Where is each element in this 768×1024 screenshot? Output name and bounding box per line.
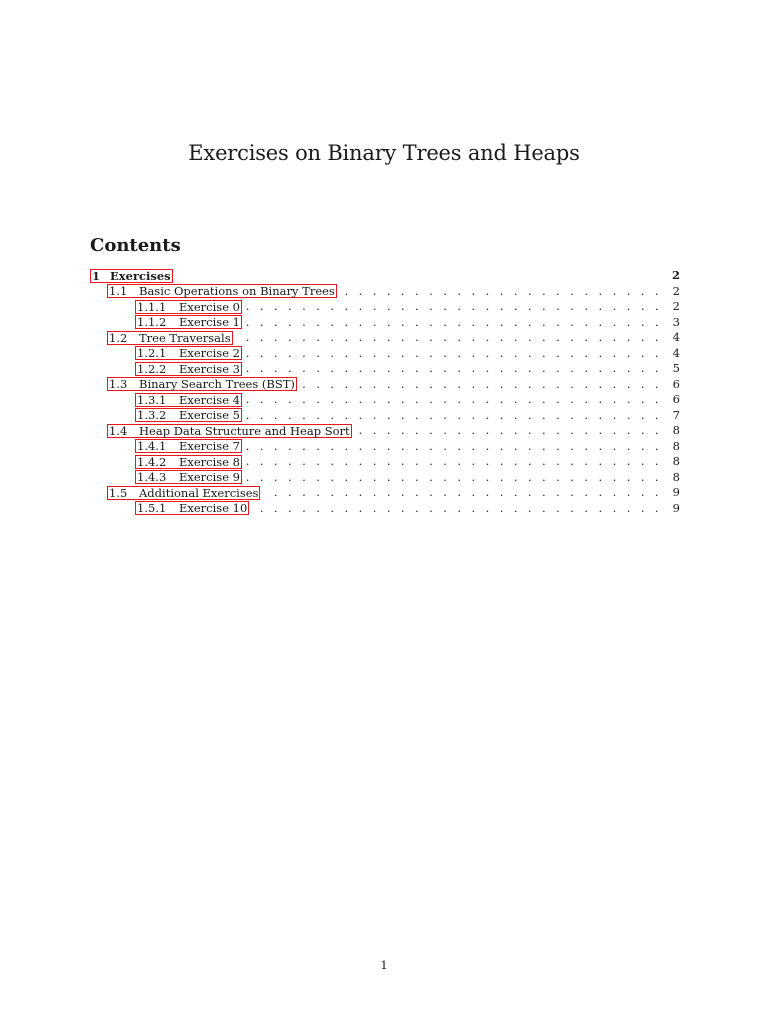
toc-link[interactable] xyxy=(135,408,242,422)
toc-entry-number: 1.2.1 xyxy=(137,346,167,361)
toc-entry-title: Exercises xyxy=(110,268,171,283)
contents-heading: Contents xyxy=(90,235,181,256)
toc-entry-number: 1.3 xyxy=(109,377,128,392)
table-of-contents xyxy=(90,268,680,516)
toc-entry-page: 7 xyxy=(672,407,680,422)
toc-entry-title: Exercise 0 xyxy=(179,299,240,314)
toc-entry-page: 8 xyxy=(672,438,680,453)
toc-entry-number: 1.4.1 xyxy=(137,439,167,454)
toc-leader-dots xyxy=(237,330,662,345)
toc-leader-dots xyxy=(246,454,662,469)
toc-entry-title: Exercise 9 xyxy=(179,470,240,485)
toc-entry-page: 2 xyxy=(672,299,680,314)
toc-entry xyxy=(90,392,680,408)
toc-entry-page: 4 xyxy=(672,330,680,345)
toc-entry xyxy=(90,315,680,331)
toc-entry-number: 1.5.1 xyxy=(137,501,167,516)
toc-entry xyxy=(90,361,680,377)
toc-entry-page: 5 xyxy=(672,361,680,376)
toc-entry-title: Exercise 8 xyxy=(179,454,240,469)
toc-link[interactable] xyxy=(135,393,242,407)
toc-link[interactable] xyxy=(135,455,242,469)
toc-entry-title: Exercise 1 xyxy=(179,315,240,330)
toc-entry xyxy=(90,439,680,455)
toc-entry xyxy=(90,485,680,501)
toc-link[interactable] xyxy=(135,501,249,515)
toc-entry-title: Heap Data Structure and Heap Sort xyxy=(139,423,350,438)
toc-entry xyxy=(90,470,680,486)
toc-entry-number: 1.1.2 xyxy=(137,315,167,330)
toc-leader-dots xyxy=(264,485,662,500)
toc-entry-title: Exercise 4 xyxy=(179,392,240,407)
toc-link[interactable] xyxy=(90,269,173,283)
toc-entry-title: Exercise 3 xyxy=(179,361,240,376)
toc-link[interactable] xyxy=(135,300,242,314)
toc-link[interactable] xyxy=(135,470,242,484)
toc-entry xyxy=(90,377,680,393)
toc-entry-number: 1.2.2 xyxy=(137,361,167,376)
toc-entry-number: 1.1.1 xyxy=(137,299,167,314)
toc-entry-page: 6 xyxy=(672,392,680,407)
toc-leader-dots xyxy=(246,439,662,454)
toc-link[interactable] xyxy=(135,315,242,329)
toc-entry xyxy=(90,501,680,517)
toc-leader-dots xyxy=(246,346,662,361)
toc-entry-page: 2 xyxy=(672,283,680,298)
toc-link[interactable] xyxy=(107,377,297,391)
toc-entry-title: Exercise 5 xyxy=(179,408,240,423)
toc-entry xyxy=(90,268,680,284)
toc-leader-dots xyxy=(246,299,662,314)
toc-entry-title: Basic Operations on Binary Trees xyxy=(139,284,335,299)
toc-entry-number: 1.5 xyxy=(109,485,128,500)
toc-entry xyxy=(90,408,680,424)
toc-entry-title: Binary Search Trees (BST) xyxy=(139,377,295,392)
toc-leader-dots xyxy=(246,470,662,485)
toc-entry-title: Additional Exercises xyxy=(139,485,259,500)
toc-link[interactable] xyxy=(135,346,242,360)
toc-entry-number: 1.4 xyxy=(109,423,128,438)
toc-entry xyxy=(90,423,680,439)
toc-entry-page: 4 xyxy=(672,345,680,360)
toc-link[interactable] xyxy=(107,284,337,298)
toc-entry xyxy=(90,299,680,315)
toc-link[interactable] xyxy=(135,439,242,453)
toc-entry-title: Tree Traversals xyxy=(139,330,231,345)
toc-entry-number: 1 xyxy=(92,268,101,283)
toc-entry xyxy=(90,330,680,346)
toc-leader-dots xyxy=(246,315,662,330)
toc-entry xyxy=(90,284,680,300)
toc-entry-number: 1.3.1 xyxy=(137,392,167,407)
toc-entry-page: 8 xyxy=(672,469,680,484)
toc-leader-dots xyxy=(356,423,662,438)
toc-leader-dots xyxy=(301,377,662,392)
toc-leader-dots xyxy=(341,284,662,299)
toc-entry xyxy=(90,346,680,362)
toc-leader-dots xyxy=(246,392,662,407)
document-title: Exercises on Binary Trees and Heaps xyxy=(188,141,580,165)
toc-entry-page: 8 xyxy=(672,423,680,438)
toc-entry-page: 2 xyxy=(671,268,680,283)
toc-leader-dots xyxy=(246,408,662,423)
toc-entry xyxy=(90,454,680,470)
toc-entry-title: Exercise 10 xyxy=(179,501,248,516)
toc-entry-number: 1.4.3 xyxy=(137,470,167,485)
toc-link[interactable] xyxy=(107,486,260,500)
toc-link[interactable] xyxy=(107,331,233,345)
toc-entry-page: 8 xyxy=(672,454,680,469)
toc-entry-page: 3 xyxy=(672,314,680,329)
toc-entry-title: Exercise 2 xyxy=(179,346,240,361)
toc-leader-dots xyxy=(253,501,662,516)
page-number: 1 xyxy=(380,958,388,972)
toc-leader-dots xyxy=(177,268,662,283)
toc-entry-page: 9 xyxy=(672,500,680,515)
toc-link[interactable] xyxy=(135,362,242,376)
toc-entry-number: 1.2 xyxy=(109,330,128,345)
toc-entry-page: 9 xyxy=(672,485,680,500)
toc-entry-title: Exercise 7 xyxy=(179,439,240,454)
toc-link[interactable] xyxy=(107,424,352,438)
toc-entry-number: 1.3.2 xyxy=(137,408,167,423)
toc-entry-number: 1.1 xyxy=(109,284,128,299)
toc-entry-number: 1.4.2 xyxy=(137,454,167,469)
toc-entry-page: 6 xyxy=(672,376,680,391)
toc-leader-dots xyxy=(246,361,662,376)
